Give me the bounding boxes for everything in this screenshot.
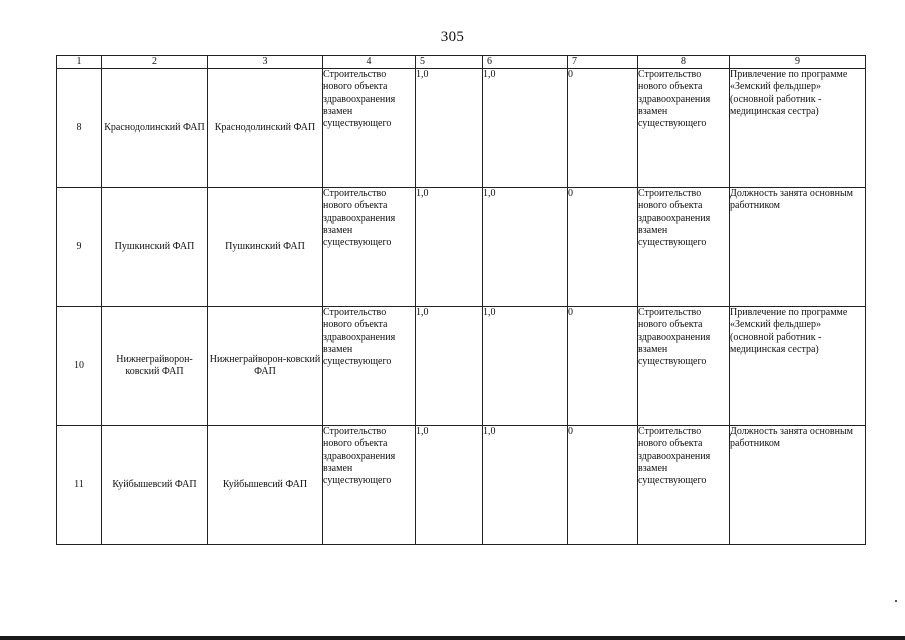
header-cell: 8 [638, 56, 730, 69]
facility-name-cell: Куйбышевсий ФАП [208, 426, 323, 545]
measure-cell: Строительство нового объекта здравоохранения взамен существующего [638, 307, 730, 426]
measure-cell: Строительство нового объекта здравоохранения взамен существующего [638, 188, 730, 307]
measure-cell: Строительство нового объекта здравоохранения взамен существующего [638, 69, 730, 188]
header-cell: 2 [102, 56, 208, 69]
table-row [57, 69, 866, 188]
measure-cell: Строительство нового объекта здравоохранения взамен существующего [323, 307, 416, 426]
row-number: 11 [57, 426, 102, 545]
scan-speck [895, 600, 897, 602]
value-cell: 0 [568, 426, 638, 545]
measure-cell: Строительство нового объекта здравоохранения взамен существующего [638, 426, 730, 545]
value-cell: 1,0 [483, 307, 568, 426]
facility-name-cell: Краснодолинский ФАП [102, 69, 208, 188]
facility-name-cell: Краснодолинский ФАП [208, 69, 323, 188]
row-number: 8 [57, 69, 102, 188]
table-row [57, 188, 866, 307]
header-cell: 7 [568, 56, 638, 69]
page-number: 305 [440, 29, 465, 45]
header-cell: 3 [208, 56, 323, 69]
staffing-cell: Должность занята основным работником [730, 426, 866, 545]
table-header-row [57, 56, 866, 69]
header-cell: 4 [323, 56, 416, 69]
header-cell: 6 [483, 56, 568, 69]
facility-name-cell: Пушкинский ФАП [208, 188, 323, 307]
value-cell: 0 [568, 188, 638, 307]
staffing-cell: Должность занята основным работником [730, 188, 866, 307]
header-cell: 9 [730, 56, 866, 69]
value-cell: 1,0 [416, 426, 483, 545]
measure-cell: Строительство нового объекта здравоохранения взамен существующего [323, 426, 416, 545]
staffing-cell: Привлечение по программе «Земский фельдшер» (основной работник - медицинская сестра) [730, 307, 866, 426]
value-cell: 1,0 [483, 69, 568, 188]
facility-name-cell: Куйбышевсий ФАП [102, 426, 208, 545]
table-row [57, 426, 866, 545]
header-cell: 1 [57, 56, 102, 69]
facility-name-cell: Нижнеграйворон-ковский ФАП [208, 307, 323, 426]
header-cell: 5 [416, 56, 483, 69]
table-row [57, 307, 866, 426]
value-cell: 1,0 [416, 69, 483, 188]
value-cell: 1,0 [416, 307, 483, 426]
value-cell: 0 [568, 69, 638, 188]
facility-name-cell: Пушкинский ФАП [102, 188, 208, 307]
measure-cell: Строительство нового объекта здравоохранения взамен существующего [323, 188, 416, 307]
value-cell: 1,0 [483, 188, 568, 307]
row-number: 10 [57, 307, 102, 426]
document-table [56, 55, 866, 545]
value-cell: 0 [568, 307, 638, 426]
value-cell: 1,0 [483, 426, 568, 545]
row-number: 9 [57, 188, 102, 307]
measure-cell: Строительство нового объекта здравоохранения взамен существующего [323, 69, 416, 188]
facility-name-cell: Нижнеграйворон-ковский ФАП [102, 307, 208, 426]
scan-bottom-edge [0, 636, 905, 640]
value-cell: 1,0 [416, 188, 483, 307]
staffing-cell: Привлечение по программе «Земский фельдшер» (основной работник - медицинская сестра) [730, 69, 866, 188]
